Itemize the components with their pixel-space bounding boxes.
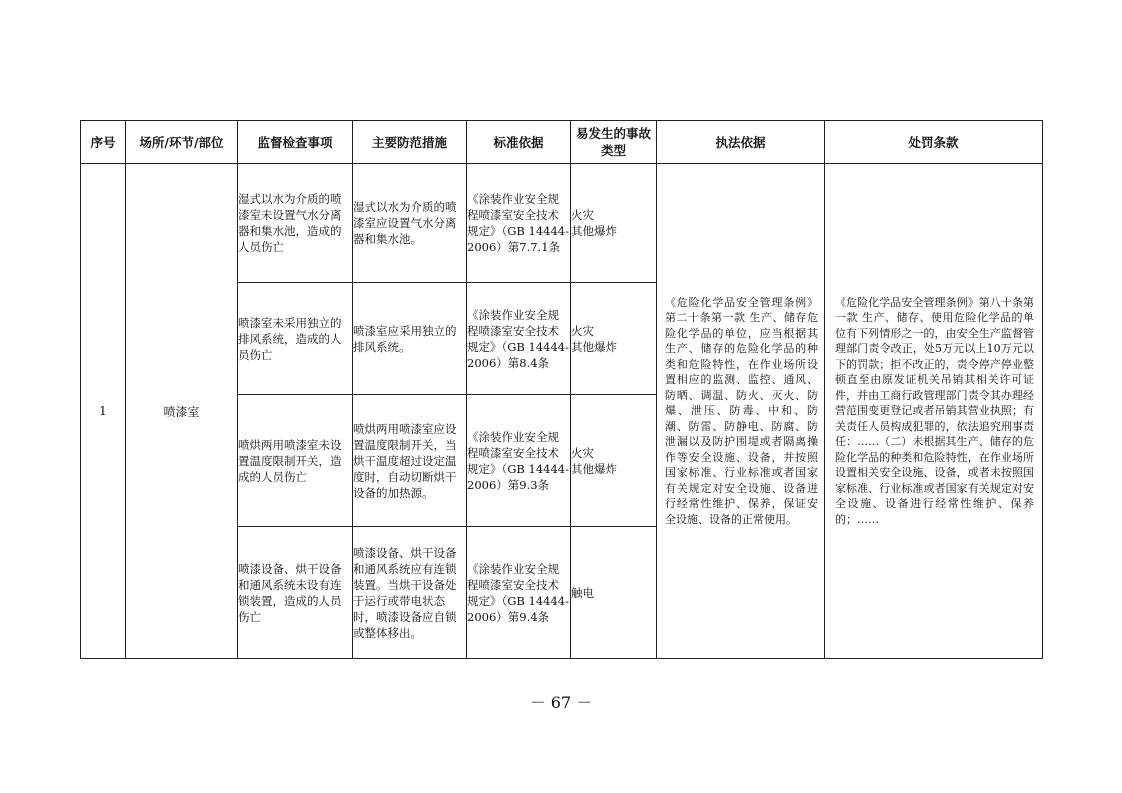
- place-cell: 喷漆室: [126, 164, 238, 659]
- standard-cell: 《涂装作业安全规程喷漆室安全技术规定》（GB 14444-2006）第8.4条: [467, 283, 571, 395]
- accident-cell: 火灾 其他爆炸: [571, 395, 657, 527]
- measure-cell: 喷漆室应采用独立的排风系统。: [353, 283, 467, 395]
- standard-cell: 《涂装作业安全规程喷漆室安全技术规定》（GB 14444-2006）第9.4条: [467, 527, 571, 659]
- measure-cell: 喷烘两用喷漆室应设置温度限制开关，当烘干温度超过设定温度时，自动切断烘干设备的加热源。: [353, 395, 467, 527]
- accident-cell: 火灾 其他爆炸: [571, 283, 657, 395]
- header-row: [81, 121, 1043, 164]
- inspection-table: [80, 120, 1043, 659]
- accident-cell: 火灾 其他爆炸: [571, 164, 657, 283]
- header-law: 执法依据: [657, 121, 825, 164]
- header-standard: 标准依据: [467, 121, 571, 164]
- header-place: 场所/环节/部位: [126, 121, 238, 164]
- measure-cell: 湿式以水为介质的喷漆室应设置气水分离器和集水池。: [353, 164, 467, 283]
- header-accident: 易发生的事故类型: [571, 121, 657, 164]
- standard-cell: 《涂装作业安全规程喷漆室安全技术规定》（GB 14444-2006）第9.3条: [467, 395, 571, 527]
- header-measures: 主要防范措施: [353, 121, 467, 164]
- item-cell: 喷漆设备、烘干设备和通风系统未设有连锁装置，造成的人员伤亡: [238, 527, 353, 659]
- law-cell: 《危险化学品安全管理条例》第二十条第一款 生产、储存危险化学品的单位，应当根据其生产、储存的危险化学品的种类和危险特性，在作业场所设置相应的监测、监控、通风、防晒、调温、防火、灭火、防爆、泄压、防毒、中和、防潮、防雷、防静电、防腐、防泄漏以及防护围堤或者隔离操作等安全设施、设备，并按照国家标准、行业标准或者国家有关规定对安全设施、设备进行经常性维护、保养，保证安全设施、设备的正常使用。: [657, 164, 825, 659]
- item-cell: 喷漆室未采用独立的排风系统，造成的人员伤亡: [238, 283, 353, 395]
- header-penalty: 处罚条款: [825, 121, 1043, 164]
- accident-cell: 触电: [571, 527, 657, 659]
- item-cell: 喷烘两用喷漆室未设置温度限制开关，造成的人员伤亡: [238, 395, 353, 527]
- header-seq: 序号: [81, 121, 126, 164]
- item-cell: 湿式以水为介质的喷漆室未设置气水分离器和集水池，造成的人员伤亡: [238, 164, 353, 283]
- header-items: 监督检查事项: [238, 121, 353, 164]
- standard-cell: 《涂装作业安全规程喷漆室安全技术规定》（GB 14444-2006）第7.7.1条: [467, 164, 571, 283]
- measure-cell: 喷漆设备、烘干设备和通风系统应有连锁装置。当烘干设备处于运行或带电状态时，喷漆设备应自锁或整体移出。: [353, 527, 467, 659]
- page-number: － 67 －: [529, 693, 593, 712]
- penalty-cell: 《危险化学品安全管理条例》第八十条第一款 生产、储存、使用危险化学品的单位有下列情形之一的，由安全生产监督管理部门责令改正，处5万元以上10万元以下的罚款；拒不改正的，责令停产停业整顿直至由原发证机关吊销其相关许可证件，并由工商行政管理部门责令其办理经营范围变更登记或者吊销其营业执照；有关责任人员构成犯罪的，依法追究刑事责任：……（二）未根据其生产、储存的危险化学品的种类和危险特性，在作业场所设置相关安全设施、设备，或者未按照国家标准、行业标准或者国家有关规定对安全设施、设备进行经常性维护、保养的；……: [825, 164, 1043, 659]
- table-row: [81, 164, 1043, 283]
- seq-cell: 1: [81, 164, 126, 659]
